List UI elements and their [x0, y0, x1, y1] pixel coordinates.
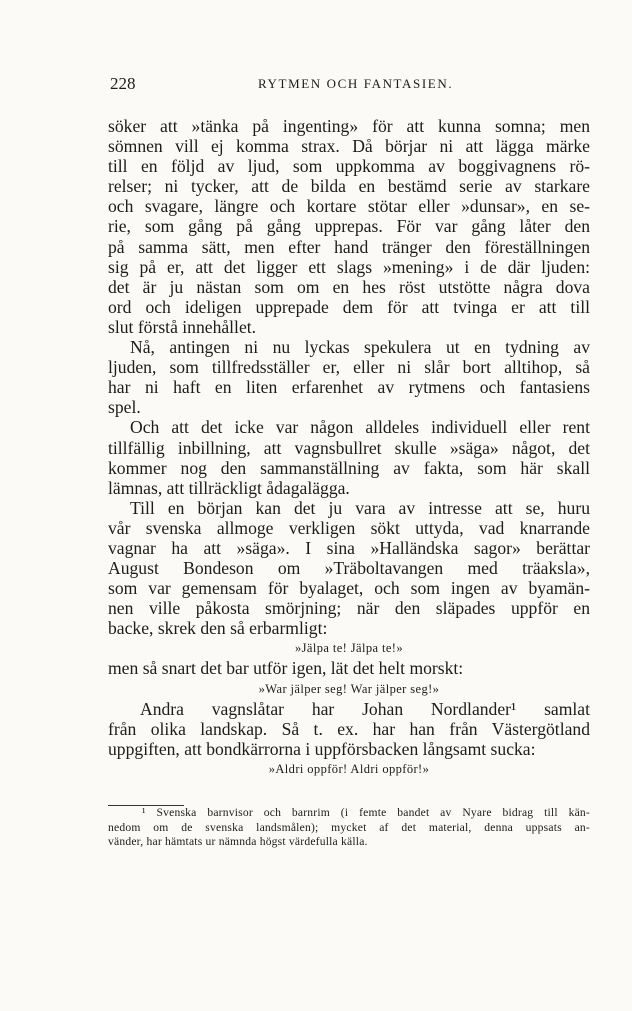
quoted-verse: »Jälpa te! Jälpa te!»	[294, 641, 403, 656]
text-line: nen ville påkosta smörjning; när den släpades uppför en	[108, 598, 590, 619]
footnote-line: nedom om de svenska landsmålen); mycket af det material, denna uppsats an-	[108, 820, 590, 834]
page-header	[110, 74, 590, 98]
footnote-line: ¹ Svenska barnvisor och barnrim (i femte bandet av Nyare bidrag till kän-	[142, 806, 590, 819]
text-line: tillfällig inbillning, att vagnsbullret skulle »säga» något, det	[108, 437, 590, 458]
text-line: sömnen vill ej komma strax. Då börjar ni att lägga märke	[108, 136, 590, 157]
text-line: backe, skrek den så erbarmligt:	[108, 618, 328, 639]
text-line: har ni haft en liten erfarenhet av rytmens och fantasiens	[108, 377, 590, 398]
page-number: 228	[110, 74, 136, 93]
text-line: ljuden, som tillfredsställer er, eller ni slår bort alltihop, så	[108, 357, 590, 378]
text-line: till en följd av ljud, som uppkomma av boggivagnens rö-	[108, 156, 590, 177]
text-line: August Bondeson om »Träboltavangen med träaksla»,	[108, 558, 590, 579]
text-line: uppgiften, att bondkärrorna i uppförsbacken långsamt sucka:	[108, 738, 536, 759]
text-line: det är ju nästan som om en hes röst utstötte några dova	[108, 276, 590, 297]
text-line: Nå, antingen ni nu lyckas spekulera ut en tydning av	[130, 337, 590, 358]
text-line: men så snart det bar utför igen, lät det helt morskt:	[108, 658, 464, 679]
running-title: RYTMEN OCH FANTASIEN.	[258, 76, 454, 91]
text-line: rie, som gång på gång upprepas. För var gång låter den	[108, 216, 590, 237]
text-line: vagnar ha att »säga». I sina »Halländska sagor» berättar	[108, 537, 590, 558]
text-line: spel.	[108, 397, 141, 418]
footnotes	[108, 806, 590, 850]
text-line: från olika landskap. Så t. ex. har han från Västergötland	[108, 718, 590, 739]
text-line: vår svenska allmoge verkligen sökt uttyda, vad knarrande	[108, 517, 590, 538]
text-line: och svagare, längre och kortare stötar eller »dunsar», en se-	[108, 196, 590, 217]
quoted-verse: »Aldri oppför! Aldri oppför!»	[268, 761, 430, 776]
text-line: kommer nog den sammanställning av fakta, som här skall	[108, 457, 590, 478]
text-line: på samma sätt, men efter hand tränger den föreställningen	[108, 236, 590, 257]
text-line: som var gemensam för byalaget, och som ingen av byamän-	[108, 578, 590, 599]
text-line: Och att det icke var någon alldeles individuell eller rent	[130, 417, 590, 438]
text-line: slut förstå innehållet.	[108, 316, 257, 337]
text-line: söker att »tänka på ingenting» för att kunna somna; men	[108, 116, 590, 136]
text-line: relser; ni tycker, att de bilda en bestämd serie av starkare	[108, 176, 590, 197]
text-line: lämnas, att tillräckligt ådagalägga.	[108, 477, 350, 498]
quoted-verse: »War jälper seg! War jälper seg!»	[258, 681, 440, 696]
footnote-line: vänder, har hämtats ur nämnda högst värdefulla källa.	[108, 835, 368, 848]
text-line: sig på er, att det ligger ett slags »mening» i de där ljuden:	[108, 256, 590, 277]
text-line: Till en början kan det ju vara av intresse att se, huru	[130, 497, 590, 518]
text-line: ord och ideligen upprepade dem för att tvinga er att till	[108, 296, 590, 317]
body-text	[108, 116, 590, 779]
text-line: Andra vagnslåtar har Johan Nordlander¹ samlat	[140, 698, 590, 719]
